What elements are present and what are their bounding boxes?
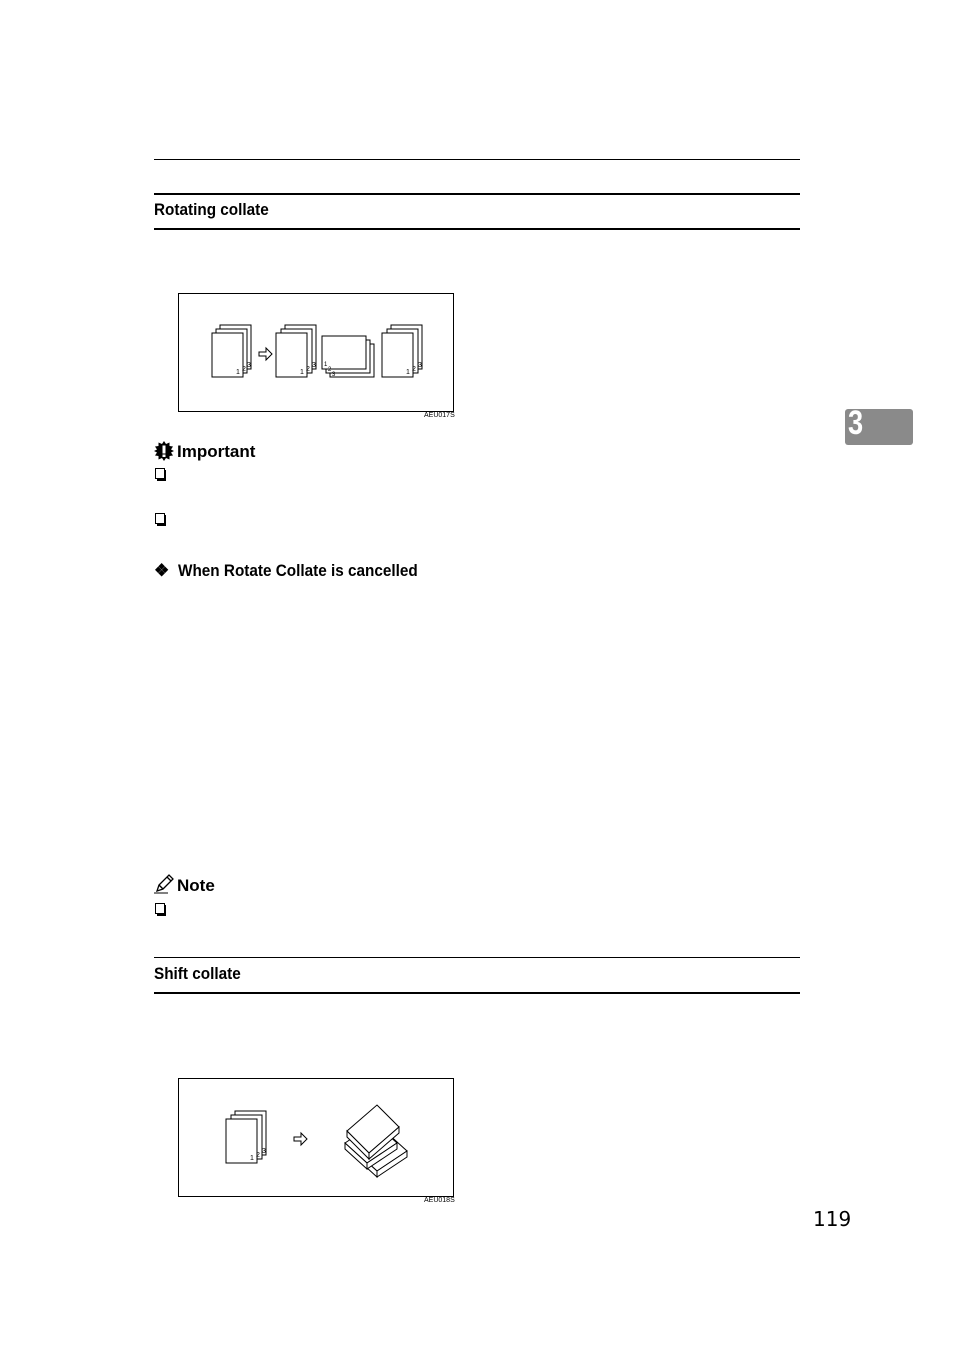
figure-code: AEU017S [424,412,455,419]
checkbox-icon [155,468,167,482]
page-digit-3: 3 [418,362,422,369]
page-digit-2: 2 [256,1152,260,1159]
page-digit-2: 2 [412,366,416,373]
page-digit-1: 1 [250,1155,254,1162]
subheading-rotate-collate-cancelled [154,561,444,581]
note-label: Note [177,876,215,895]
checkbox-icon [155,903,167,917]
page-digit-3: 3 [312,362,316,369]
section-title-shift-collate: Shift collate [154,964,241,983]
page-digit-1: 1 [324,362,328,368]
section-top-rule [154,957,800,958]
page-digit-3: 3 [332,372,336,378]
page-digit-1: 1 [406,369,410,376]
important-label: Important [177,442,256,461]
page-number: 119 [813,1207,852,1231]
page-digit-1: 1 [300,369,304,376]
rotating-collate-illustration [179,294,453,411]
page-digit-1: 1 [236,369,240,376]
section-bottom-rule [154,992,800,994]
figure-code: AEU018S [424,1197,455,1204]
page-digit-2: 2 [328,367,332,373]
chapter-number: 3 [848,404,864,442]
note-pencil-icon [154,874,174,894]
page-digit-3: 3 [262,1148,266,1155]
section-bottom-rule [154,228,800,230]
page-digit-3: 3 [247,362,251,369]
diamond-bullet-icon: ❖ [154,561,170,580]
page-digit-2: 2 [242,366,246,373]
rotating-collate-figure [178,293,454,412]
checkbox-icon [155,513,167,527]
shift-collate-figure [178,1078,454,1197]
subheading-text: When Rotate Collate is cancelled [177,561,418,580]
header-rule [154,159,800,160]
shift-collate-illustration [179,1079,453,1196]
section-title-rotating-collate: Rotating collate [154,200,269,219]
section-top-rule [154,193,800,195]
important-icon [154,441,174,461]
page-digit-2: 2 [306,366,310,373]
